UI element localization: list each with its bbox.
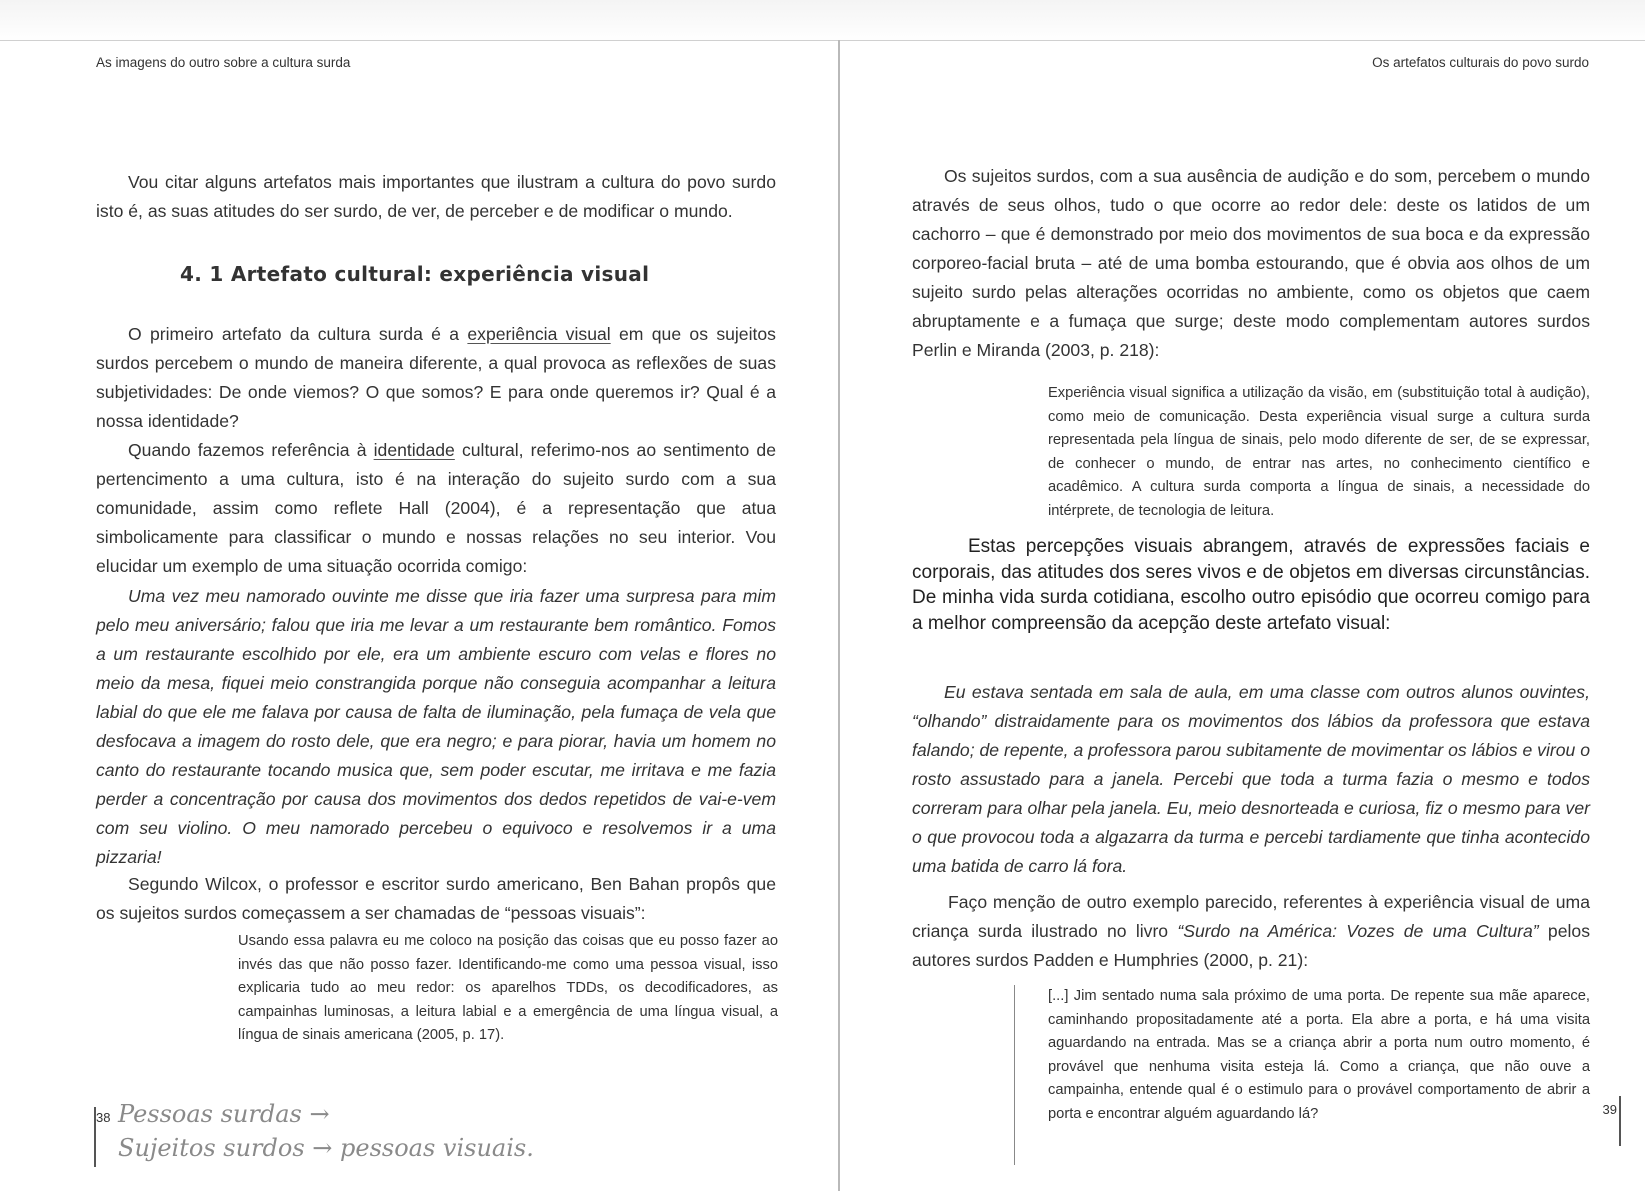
handwritten-note-line-1: Pessoas surdas → [118, 1100, 330, 1128]
right-p2-text-a: Faço menção de outro exemplo parecido, referentes à experiência visual de uma criança surda ilustrado no livro [912, 892, 1590, 941]
scan-top-shade [0, 0, 1645, 42]
book-gutter [838, 40, 840, 1191]
right-page-edge-mark [1619, 1096, 1621, 1146]
right-block-quote-2: [...] Jim sentado numa sala próximo de uma porta. De repente sua mãe aparece, caminhando propositadamente até a porta. Ela abre a porta, e há uma visita aguardando na entrada. Mas se a criança abrir a porta num outro momento, é provável que nenhuma visita esteja lá. Como a criança, que não ouve a campainha, entende qual é o estimulo para o provável comportamento de abrir a porta e encontrar alguém aguardando lá? [1048, 988, 1590, 1122]
right-p2-book-title: “Surdo na América: Vozes de uma Cultura” [1177, 921, 1539, 941]
left-p2-text-a: Quando fazemos referência à [128, 440, 374, 460]
left-p1-text-a: O primeiro artefato da cultura surda é a [128, 324, 468, 344]
right-paragraph-1: Os sujeitos surdos, com a sua ausência de audição e do som, percebem o mundo através de seus olhos, tudo o que ocorre ao redor dele: deste os latidos de um cachorro – que é demonstrado por meio dos movimentos de sua boca e da expressão corporeo-facial bruta – até de uma bomba estourando, que é obvia aos olhos de um sujeito surdo pelas alterações ocorridas no ambiente, como os objetos que caem abruptamente e a fumaça que surge; deste modo complementam autores surdos Perlin e Miranda (2003, p. 218): [912, 166, 1590, 360]
section-heading: 4. 1 Artefato cultural: experiência visual [180, 262, 650, 286]
left-intro-paragraph: Vou citar alguns artefatos mais importantes que ilustram a cultura do povo surdo isto é, as suas atitudes do ser surdo, de ver, de perceber e de modificar o mundo. [96, 172, 776, 221]
right-story-paragraph: Eu estava sentada em sala de aula, em uma classe com outros alunos ouvintes, “olhando” distraidamente para os movimentos dos lábios da professora que estava falando; de repente, a professora parou subitamente de movimentar os lábios e virou o rosto assustado para a janela. Percebi que toda a turma fazia o mesmo e todos correram para olhar pela janela. Eu, meio desnorteada e curiosa, fiz o mesmo para ver o que provocou toda a algazarra da turma e percebi tardiamente que tinha acontecido uma batida de carro lá fora. [912, 682, 1590, 876]
left-paragraph-2 [96, 436, 776, 581]
right-running-head: Os artefatos culturais do povo surdo [1372, 55, 1589, 70]
right-block-quote-1: Experiência visual significa a utilização da visão, em (substituição total à audição), como meio de comunicação. Desta experiência visual surge a cultura surda representada pela língua de sinais, pelo modo diferente de ser, de se expressar, de conhecer o mundo, de entrar nas artes, no conhecimento científico e acadêmico. A cultura surda comporta a língua de sinais, a necessidade do intérprete, de tecnologia de leitura. [1048, 385, 1590, 519]
left-page-number: 38 [96, 1110, 111, 1125]
handwritten-note [118, 1097, 534, 1165]
left-block-quote: Usando essa palavra eu me coloco na posição das coisas que eu posso fazer ao invés das que não posso fazer. Identificando-me como uma pessoa visual, isso explicaria tudo ao meu redor: os aparelhos TDDs, os decodificadores, as campainhas luminosas, a leitura labial e a emergência de uma língua visual, a língua de sinais americana (2005, p. 17). [238, 933, 778, 1043]
left-story-paragraph: Uma vez meu namorado ouvinte me disse que iria fazer uma surpresa para mim pelo meu aniversário; falou que iria me levar a um restaurante bem romântico. Fomos a um restaurante escolhido por ele, era um ambiente escuro com velas e flores no meio da mesa, fiquei meio constrangida porque não conseguia acompanhar a leitura labial do que ele me falava por causa de falta de iluminação, pela fumaça de vela que desfocava a imagem do rosto dele, que era negro; e para piorar, havia um homem no canto do restaurante tocando musica que, sem poder escutar, me irritava e me fazia perder a concentração por causa dos movimentos dos dedos repetidos de vai-e-vem com seu violino. O meu namorado percebeu o equivoco e resolvemos ir a uma pizzaria! [96, 586, 776, 867]
right-margin-pencil-mark [1014, 985, 1015, 1165]
right-paragraph-2 [912, 888, 1590, 975]
left-p1-underlined: experiência visual [467, 324, 611, 344]
left-p1-text-b: em que os sujeitos surdos percebem o mundo de maneira diferente, a qual provoca as reflexões de suas subjetividades: De onde viemos? O que somos? E para onde queremos ir? Qual é a nossa identidade? [96, 324, 776, 431]
left-paragraph-3: Segundo Wilcox, o professor e escritor surdo americano, Ben Bahan propôs que os sujeitos surdos começassem a ser chamadas de “pessoas visuais”: [96, 874, 776, 923]
left-p2-text-b: cultural, referimo-nos ao sentimento de pertencimento a uma cultura, isto é na interação do sujeito surdo com a sua comunidade, assim como reflete Hall (2004), é a representação que atua simbolicamente para classificar o mundo e nossas relações no seu interior. Vou elucidar um exemplo de uma situação ocorrida comigo: [96, 440, 776, 576]
right-p2-text-b: pelos autores surdos Padden e Humphries (2000, p. 21): [912, 921, 1590, 970]
left-p2-underlined: identidade [373, 440, 455, 460]
handwritten-note-line-2: Sujeitos surdos → pessoas visuais. [118, 1134, 534, 1162]
page-top-edge [0, 40, 1645, 41]
left-running-head: As imagens do outro sobre a cultura surda [96, 55, 351, 70]
right-page-number: 39 [1602, 1102, 1617, 1117]
right-large-paragraph: Estas percepções visuais abrangem, através de expressões faciais e corporais, das atitudes dos seres vivos e de objetos em diversas circunstâncias. De minha vida surda cotidiana, escolho outro episódio que ocorreu comigo para a melhor compreensão da acepção deste artefato visual: [912, 536, 1590, 634]
left-paragraph-1 [96, 320, 776, 436]
